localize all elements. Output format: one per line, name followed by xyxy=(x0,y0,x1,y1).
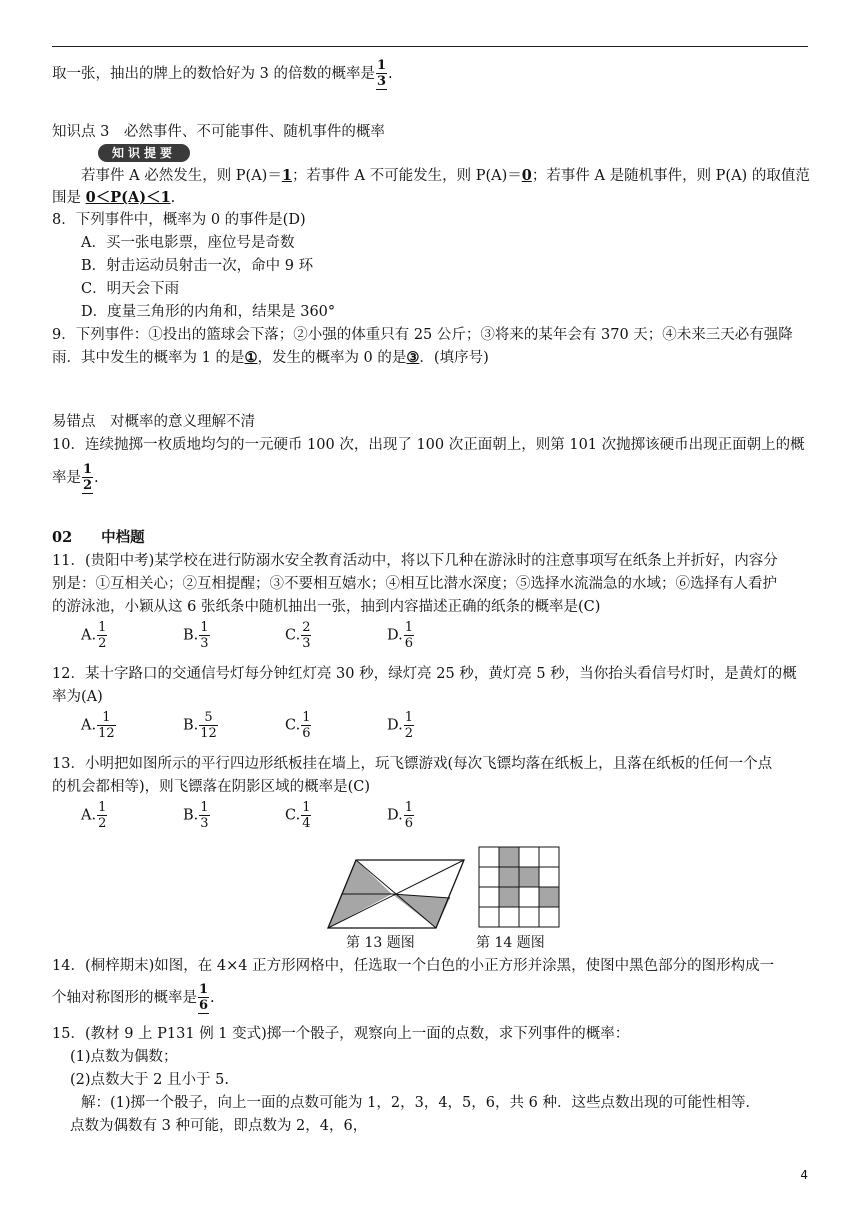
question-11-line2: 别是：①互相关心；②互相提醒；③不要相互嬉水；④相互比潜水深度；⑤选择水流湍急的水域；⑥选择有人看护 xyxy=(52,576,777,592)
q13-option: C. $\frac{1}{4}$ xyxy=(285,800,311,831)
question-11-line3: 的游泳池，小颖从这 6 张纸条中随机抽出一张，抽到内容描述正确的纸条的概率是(C) xyxy=(52,599,601,615)
question-8: 8．下列事件中，概率为 0 的事件是(D) xyxy=(52,212,306,228)
error-point-title: 易错点 对概率的意义理解不清 xyxy=(52,414,255,430)
question-15: 15．(教材 9 上 P131 例 1 变式)掷一个骰子，观察向上一面的点数，求下列事件的概率： xyxy=(52,1026,630,1042)
grid-cell xyxy=(539,847,559,867)
q13-option: B. $\frac{1}{3}$ xyxy=(183,800,209,831)
grid-cell-shaded xyxy=(539,887,559,907)
question-10-line1: 10．连续抛掷一枚质地均匀的一元硬币 100 次，出现了 100 次正面朝上，则第 101 次抛掷该硬币出现正面朝上的概 xyxy=(52,437,805,453)
figure-14-grid xyxy=(476,844,562,930)
answer-fraction: $\frac{1}{6}$ xyxy=(199,982,209,1013)
grid-cell-shaded xyxy=(519,867,539,887)
caption-figure-13: 第 13 题图 xyxy=(346,935,415,951)
solution-line-1: 解：(1)掷一个骰子，向上一面的点数可能为 1，2，3，4，5，6，共 6 种．这些点数出现的可能性相等． xyxy=(81,1095,760,1111)
question-12-line2: 率为(A) xyxy=(52,689,103,705)
question-14-line1: 14．(桐梓期末)如图，在 4×4 正方形网格中，任选取一个白色的小正方形并涂黑，使图中黑色部分的图形构成一 xyxy=(52,958,775,974)
q11-option: A. $\frac{1}{2}$ xyxy=(81,620,107,651)
grid-cell xyxy=(519,887,539,907)
q13-options xyxy=(81,800,489,831)
answer-fraction: $\frac{1}{2}$ xyxy=(83,462,93,493)
question-12-line1: 12．某十字路口的交通信号灯每分钟红灯亮 30 秒，绿灯亮 25 秒，黄灯亮 5 秒，当你抬头看信号灯时，是黄灯的概 xyxy=(52,666,797,682)
grid-cell-shaded xyxy=(499,847,519,867)
grid-cell xyxy=(519,907,539,927)
grid-cell xyxy=(479,907,499,927)
q11-options xyxy=(81,620,489,651)
shaded-triangle-right-2 xyxy=(392,894,450,928)
q12-option: B. $\frac{5}{12}$ xyxy=(183,710,217,741)
grid-cell xyxy=(539,907,559,927)
kp3-text-2: 围是 0＜P(A)＜1. xyxy=(52,189,176,206)
q12-options xyxy=(81,710,489,741)
q11-option: D. $\frac{1}{6}$ xyxy=(387,620,413,651)
question-13-line1: 13．小明把如图所示的平行四边形纸板挂在墙上，玩飞镖游戏(每次飞镖均落在纸板上，且落在纸板的任何一个点 xyxy=(52,756,773,772)
question-9-line1: 9．下列事件：①投出的篮球会下落；②小强的体重只有 25 公斤；③将来的某年会有 370 天；④未来三天必有强降 xyxy=(52,327,793,343)
answer-fraction: $\frac{1}{3}$ xyxy=(376,58,386,89)
solution-line-2: 点数为偶数有 3 种可能，即点数为 2，4，6， xyxy=(70,1118,368,1134)
grid-cell-shaded xyxy=(499,867,519,887)
q11-option: B. $\frac{1}{3}$ xyxy=(183,620,209,651)
caption-figure-14: 第 14 题图 xyxy=(476,935,545,951)
page-number: 4 xyxy=(800,1168,808,1182)
knowledge-badge: 知识提要 xyxy=(98,144,190,162)
q12-option: A. $\frac{1}{12}$ xyxy=(81,710,115,741)
q8-option-c: C．明天会下雨 xyxy=(81,281,180,297)
carryover-line: 取一张，抽出的牌上的数恰好为 3 的倍数的概率是 $\frac{1}{3}$ . xyxy=(52,58,393,89)
grid-cell xyxy=(539,867,559,887)
grid-cell xyxy=(519,847,539,867)
q12-option: C. $\frac{1}{6}$ xyxy=(285,710,311,741)
section-heading: 02 中档题 xyxy=(52,529,145,546)
q8-option-d: D．度量三角形的内角和，结果是 360° xyxy=(81,304,336,320)
grid-cell xyxy=(479,847,499,867)
q13-option: D. $\frac{1}{6}$ xyxy=(387,800,413,831)
kp3-text-1: 若事件 A 必然发生，则 P(A)＝1；若事件 A 不可能发生，则 P(A)＝0；若事件 A 是随机事件，则 P(A) 的取值范 xyxy=(81,167,810,184)
question-10-line2: 率是 $\frac{1}{2}$ . xyxy=(52,462,99,493)
q15-part-1: (1)点数为偶数； xyxy=(70,1049,178,1065)
q8-option-a: A．买一张电影票，座位号是奇数 xyxy=(81,235,295,251)
question-9-line2: 雨．其中发生的概率为 1 的是①，发生的概率为 0 的是③．(填序号) xyxy=(52,349,489,366)
question-11-line1: 11．(贵阳中考)某学校在进行防溺水安全教育活动中，将以下几种在游泳时的注意事项写在纸条上并折好，内容分 xyxy=(52,553,778,569)
figure-13-parallelogram xyxy=(326,858,466,930)
question-13-line2: 的机会都相等)，则飞镖落在阴影区域的概率是(C) xyxy=(52,779,371,795)
q13-option: A. $\frac{1}{2}$ xyxy=(81,800,107,831)
q11-option: C. $\frac{2}{3}$ xyxy=(285,620,311,651)
grid-cell-shaded xyxy=(499,887,519,907)
q15-part-2: (2)点数大于 2 且小于 5. xyxy=(70,1072,229,1088)
grid-cell xyxy=(479,867,499,887)
knowledge-point-title: 知识点 3 必然事件、不可能事件、随机事件的概率 xyxy=(52,124,385,140)
grid-cell xyxy=(499,907,519,927)
top-rule xyxy=(52,46,808,47)
question-14-line2: 个轴对称图形的概率是 $\frac{1}{6}$ . xyxy=(52,982,215,1013)
q12-option: D. $\frac{1}{2}$ xyxy=(387,710,413,741)
q8-option-b: B．射击运动员射击一次，命中 9 环 xyxy=(81,258,314,274)
grid-cell xyxy=(479,887,499,907)
